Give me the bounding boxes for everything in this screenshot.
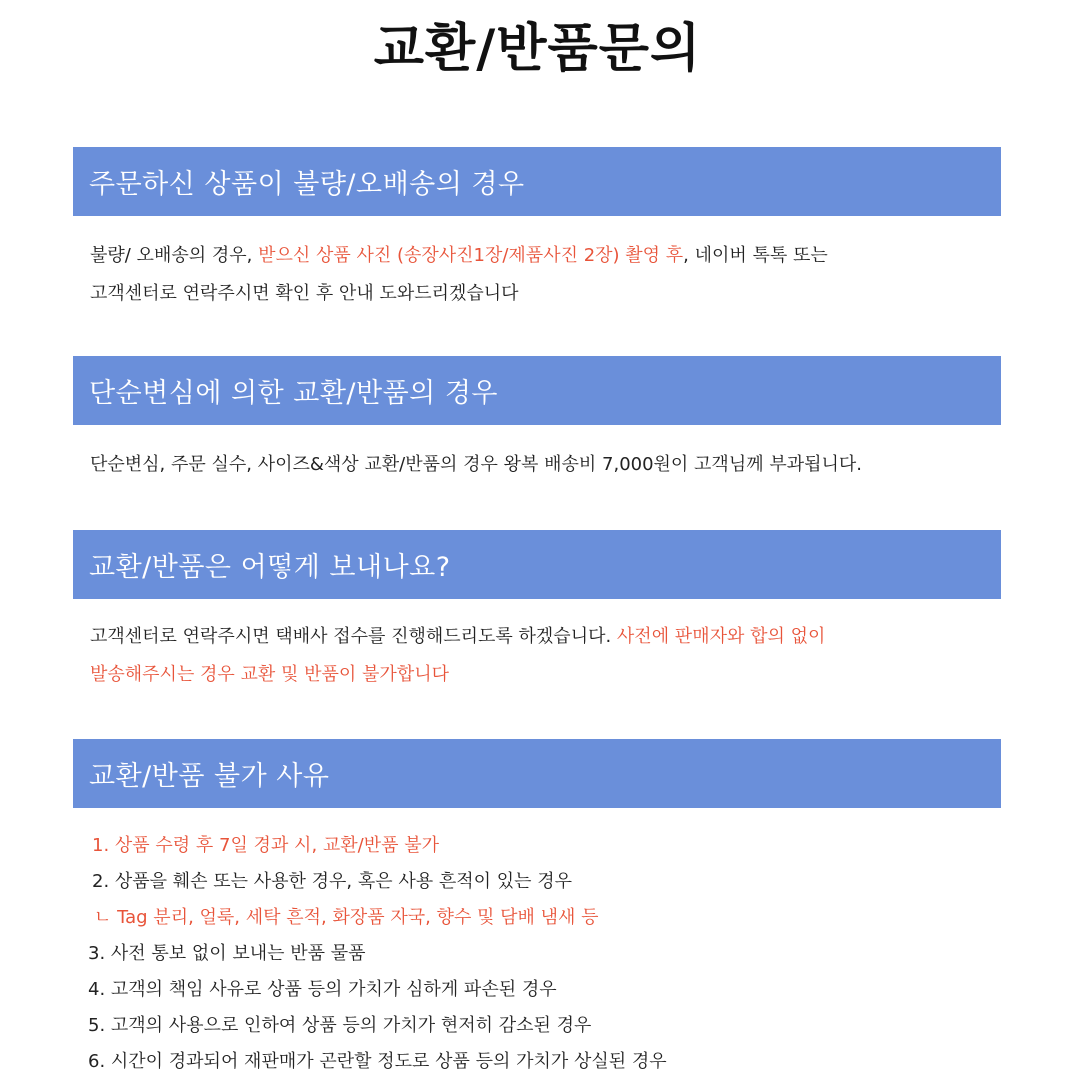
- list-item: 4. 고객의 책임 사유로 상품 등의 가치가 심하게 파손된 경우: [88, 979, 557, 1000]
- list-item: 1. 상품 수령 후 7일 경과 시, 교환/반품 불가: [92, 835, 440, 856]
- how-to-return-line-1: [90, 618, 990, 656]
- section-header-change-of-mind: [73, 356, 1001, 425]
- section-header-how-to-return: [73, 530, 1001, 599]
- highlight-text: 사전에 판매자와 합의 없이: [616, 626, 826, 647]
- text-segment: 불량/ 오배송의 경우,: [90, 245, 259, 266]
- highlight-text: 받으신 상품 사진 (송장사진1장/제품사진 2장) 촬영 후: [258, 245, 684, 266]
- defective-line-2: 고객센터로 연락주시면 확인 후 안내 도와드리겠습니다: [90, 283, 519, 304]
- section-title: 주문하신 상품이 불량/오배송의 경우: [89, 169, 525, 200]
- not-allowed-list: [88, 828, 1008, 1075]
- how-to-return-description: [90, 618, 990, 694]
- defective-line-1: [90, 237, 990, 275]
- section-header-not-allowed: [73, 739, 1001, 808]
- list-item-sub: ㄴ Tag 분리, 얼룩, 세탁 흔적, 화장품 자국, 향수 및 담배 냄새 등: [94, 907, 599, 928]
- section-title: 단순변심에 의한 교환/반품의 경우: [89, 378, 498, 409]
- text-segment: 고객센터로 연락주시면 택배사 접수를 진행해드리도록 하겠습니다.: [90, 626, 617, 647]
- section-title: 교환/반품은 어떻게 보내나요?: [89, 552, 451, 583]
- list-item: 6. 시간이 경과되어 재판매가 곤란할 정도로 상품 등의 가치가 상실된 경우: [88, 1051, 667, 1072]
- change-of-mind-line-1: 단순변심, 주문 실수, 사이즈&색상 교환/반품의 경우 왕복 배송비 7,000원이 고객님께 부과됩니다.: [90, 454, 862, 475]
- section-title: 교환/반품 불가 사유: [89, 761, 330, 792]
- section-header-defective: [73, 147, 1001, 216]
- text-segment: , 네이버 톡톡 또는: [683, 245, 828, 266]
- list-item: 3. 사전 통보 없이 보내는 반품 물품: [88, 943, 366, 964]
- how-to-return-line-2: 발송해주시는 경우 교환 및 반품이 불가합니다: [90, 664, 449, 685]
- change-of-mind-description: [90, 446, 990, 484]
- defective-description: [90, 237, 990, 313]
- list-item: 2. 상품을 훼손 또는 사용한 경우, 혹은 사용 흔적이 있는 경우: [92, 871, 573, 892]
- list-item: 5. 고객의 사용으로 인하여 상품 등의 가치가 현저히 감소된 경우: [88, 1015, 592, 1036]
- page-title: 교환/반품문의: [373, 19, 702, 79]
